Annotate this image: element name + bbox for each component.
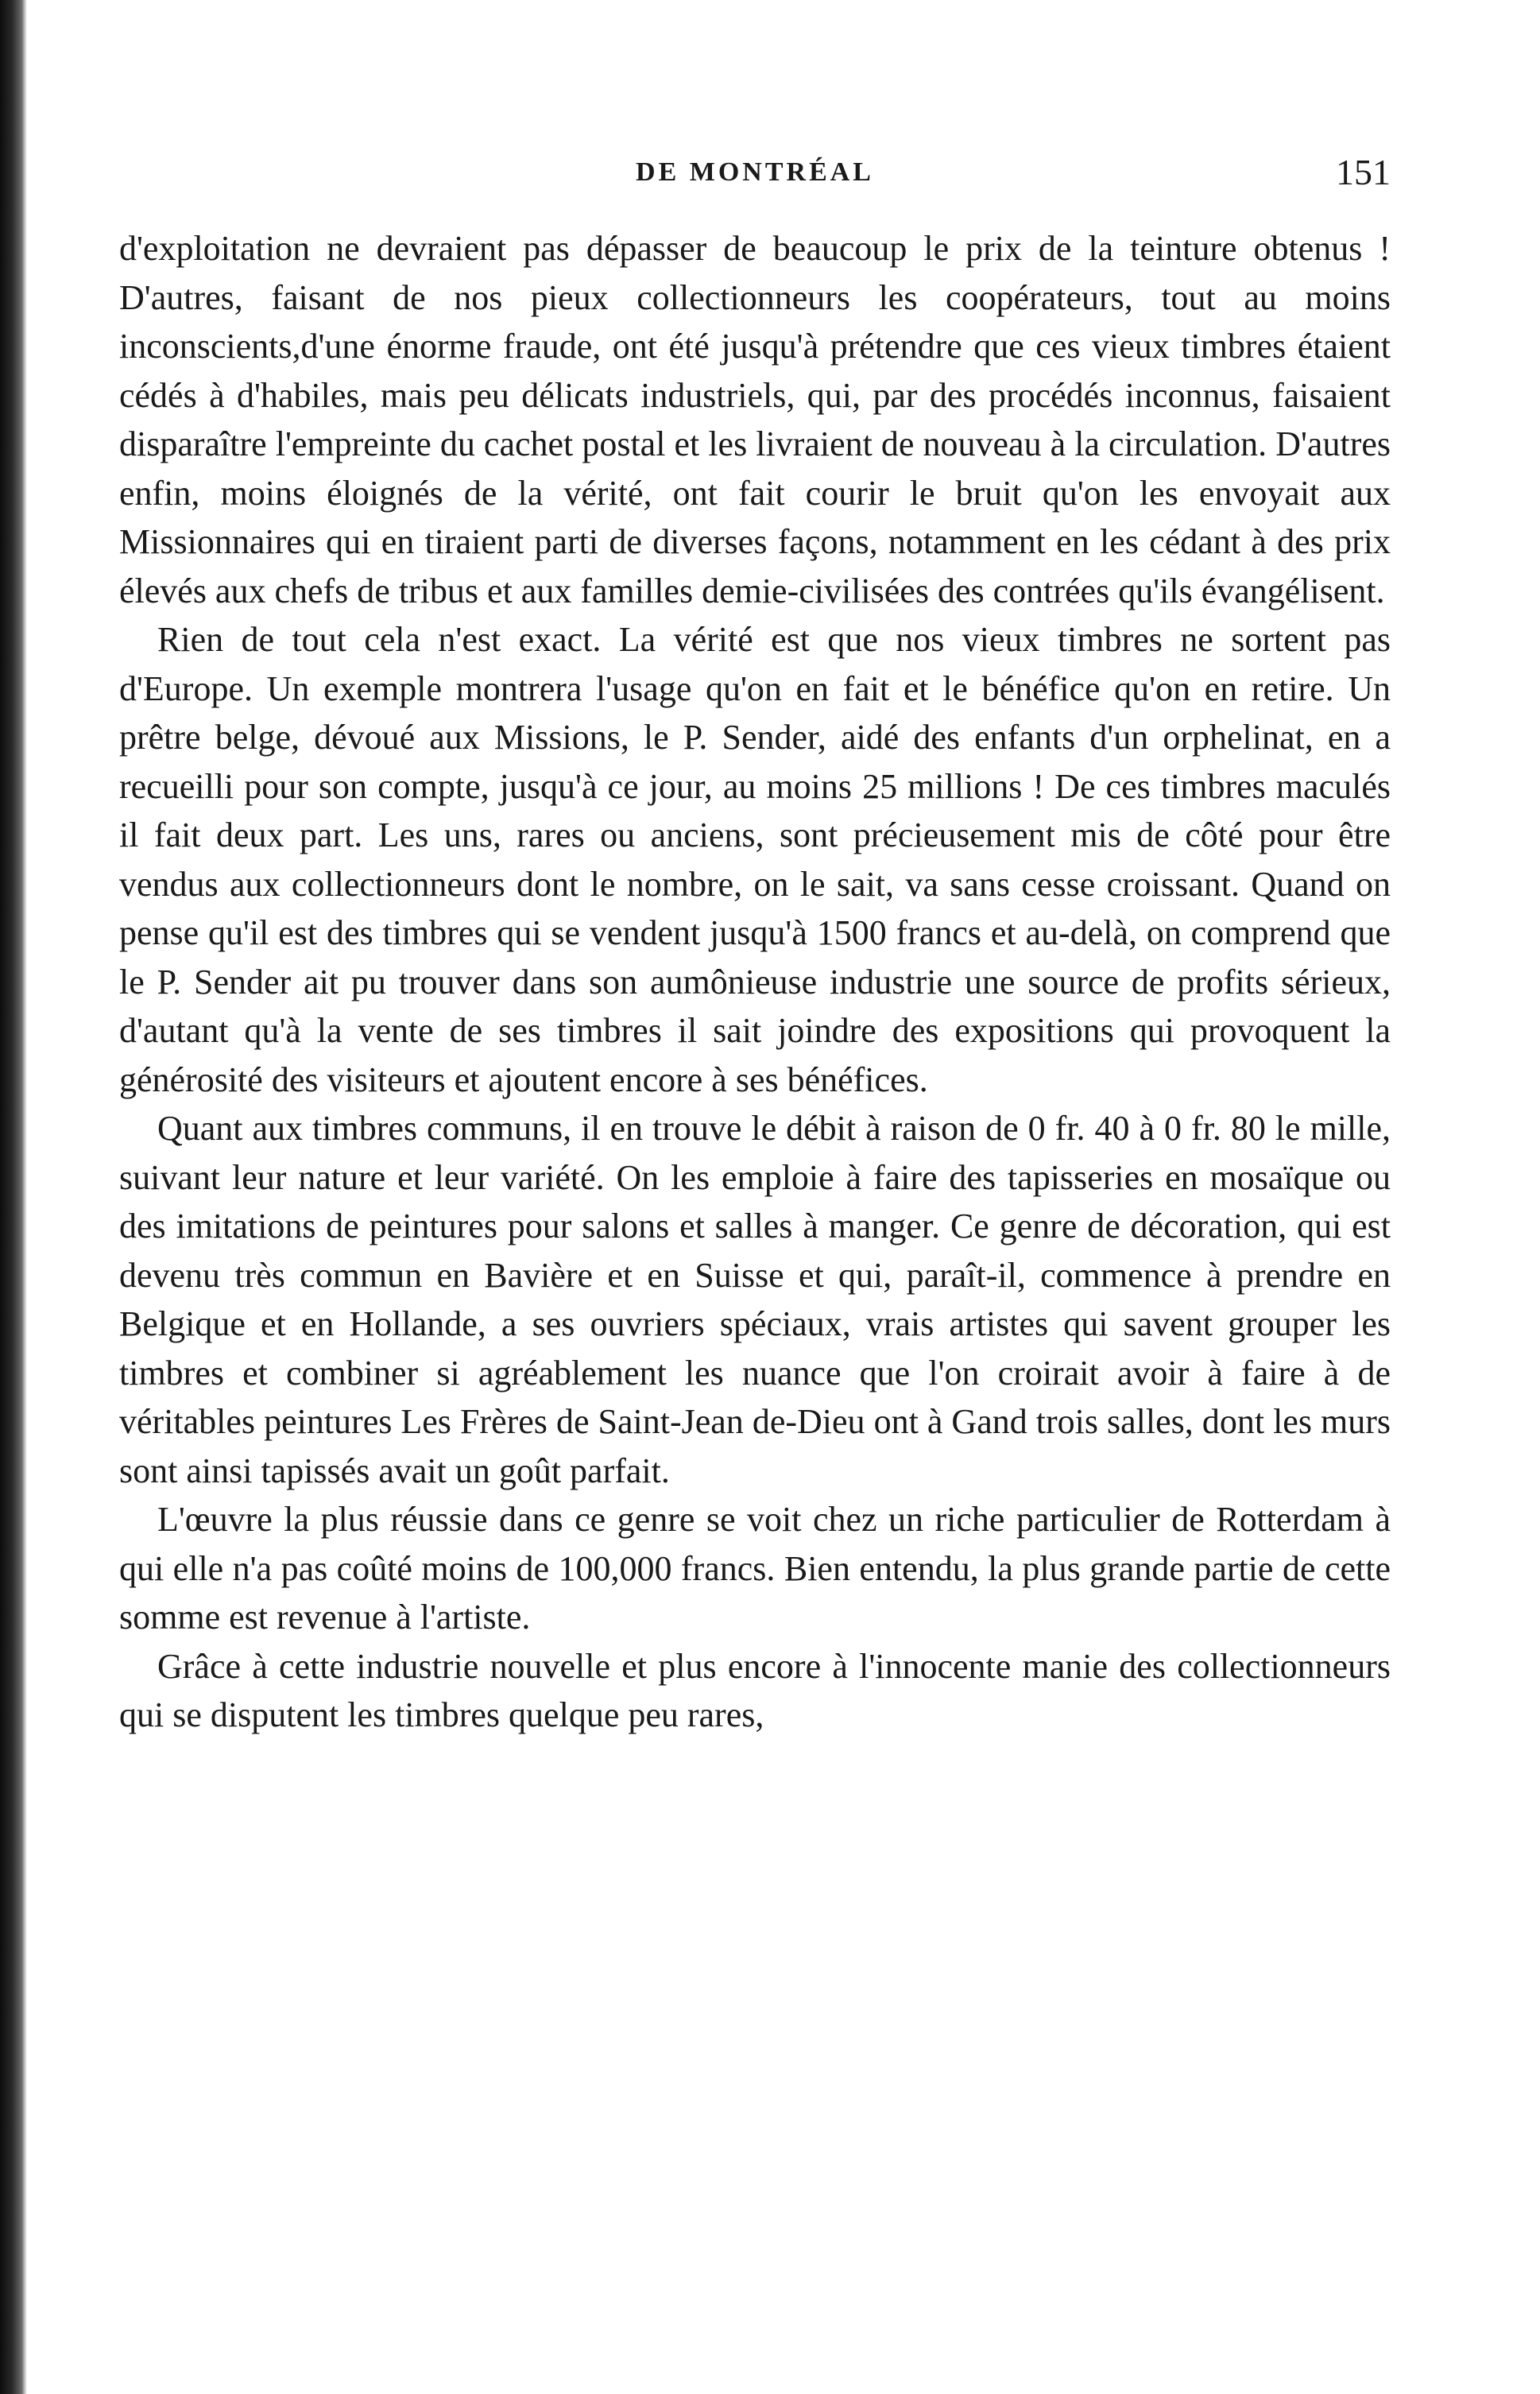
- page-binding-edge: [0, 0, 27, 2394]
- body-text: [119, 224, 1391, 1740]
- paragraph-5: Grâce à cette industrie nouvelle et plus encore à l'innocente manie des collectionneurs qui se disputent les timbres quelque peu rares,: [119, 1646, 1391, 1734]
- running-header: [119, 151, 1391, 207]
- paragraph-4: L'œuvre la plus réussie dans ce genre se voit chez un riche particulier de Rotterdam à qui elle n'a pas coûté moins de 100,000 francs. Bien entendu, la plus grande partie de cette somme est revenue à l'artiste.: [119, 1500, 1391, 1637]
- paragraph-2: Rien de tout cela n'est exact. La vérité est que nos vieux timbres ne sortent pas d'Europe. Un exemple montrera l'usage qu'on en fait et le bénéfice qu'on en retire. Un prêtre belge, dévoué aux Missions, le P. Sender, aidé des enfants d'un orphelinat, en a recueilli pour son compte, jusqu'à ce jour, au moins 25 millions ! De ces timbres maculés il fait deux part. Les uns, rares ou anciens, sont précieusement mis de côté pour être vendus aux collectionneurs dont le nombre, on le sait, va sans cesse croissant. Quand on pense qu'il est des timbres qui se vendent jusqu'à 1500 francs et au-delà, on comprend que le P. Sender ait pu trouver dans son aumônieuse industrie une source de profits sérieux, d'autant qu'à la vente de ses timbres il sait joindre des expositions qui provoquent la générosité des visiteurs et ajoutent encore à ses bénéfices.: [119, 620, 1391, 1099]
- page-number: 151: [1336, 152, 1391, 192]
- running-title: DE MONTRÉAL: [636, 157, 874, 187]
- book-page: [119, 151, 1391, 1740]
- paragraph-3: Quant aux timbres communs, il en trouve le débit à raison de 0 fr. 40 à 0 fr. 80 le mille, suivant leur nature et leur variété. On les emploie à faire des tapisseries en mosaïque ou des imitations de peintures pour salons et salles à manger. Ce genre de décoration, qui est devenu très commun en Bavière et en Suisse et qui, paraît-il, commence à prendre en Belgique et en Hollande, a ses ouvriers spéciaux, vrais artistes qui savent grouper les timbres et combiner si agréablement les nuance que l'on croirait avoir à faire à de véritables peintures Les Frères de Saint-Jean de-Dieu ont à Gand trois salles, dont les murs sont ainsi tapissés avait un goût parfait.: [119, 1109, 1391, 1490]
- paragraph-1: d'exploitation ne devraient pas dépasser de beaucoup le prix de la teinture obtenus ! D'autres, faisant de nos pieux collectionneurs les coopérateurs, tout au moins inconscients,d'une énorme fraude, ont été jusqu'à prétendre que ces vieux timbres étaient cédés à d'habiles, mais peu délicats industriels, qui, par des procédés inconnus, faisaient disparaître l'empreinte du cachet postal et les livraient de nouveau à la circulation. D'autres enfin, moins éloignés de la vérité, ont fait courir le bruit qu'on les envoyait aux Missionnaires qui en tiraient parti de diverses façons, notamment en les cédant à des prix élevés aux chefs de tribus et aux familles demie-civilisées des contrées qu'ils évangélisent.: [119, 229, 1391, 610]
